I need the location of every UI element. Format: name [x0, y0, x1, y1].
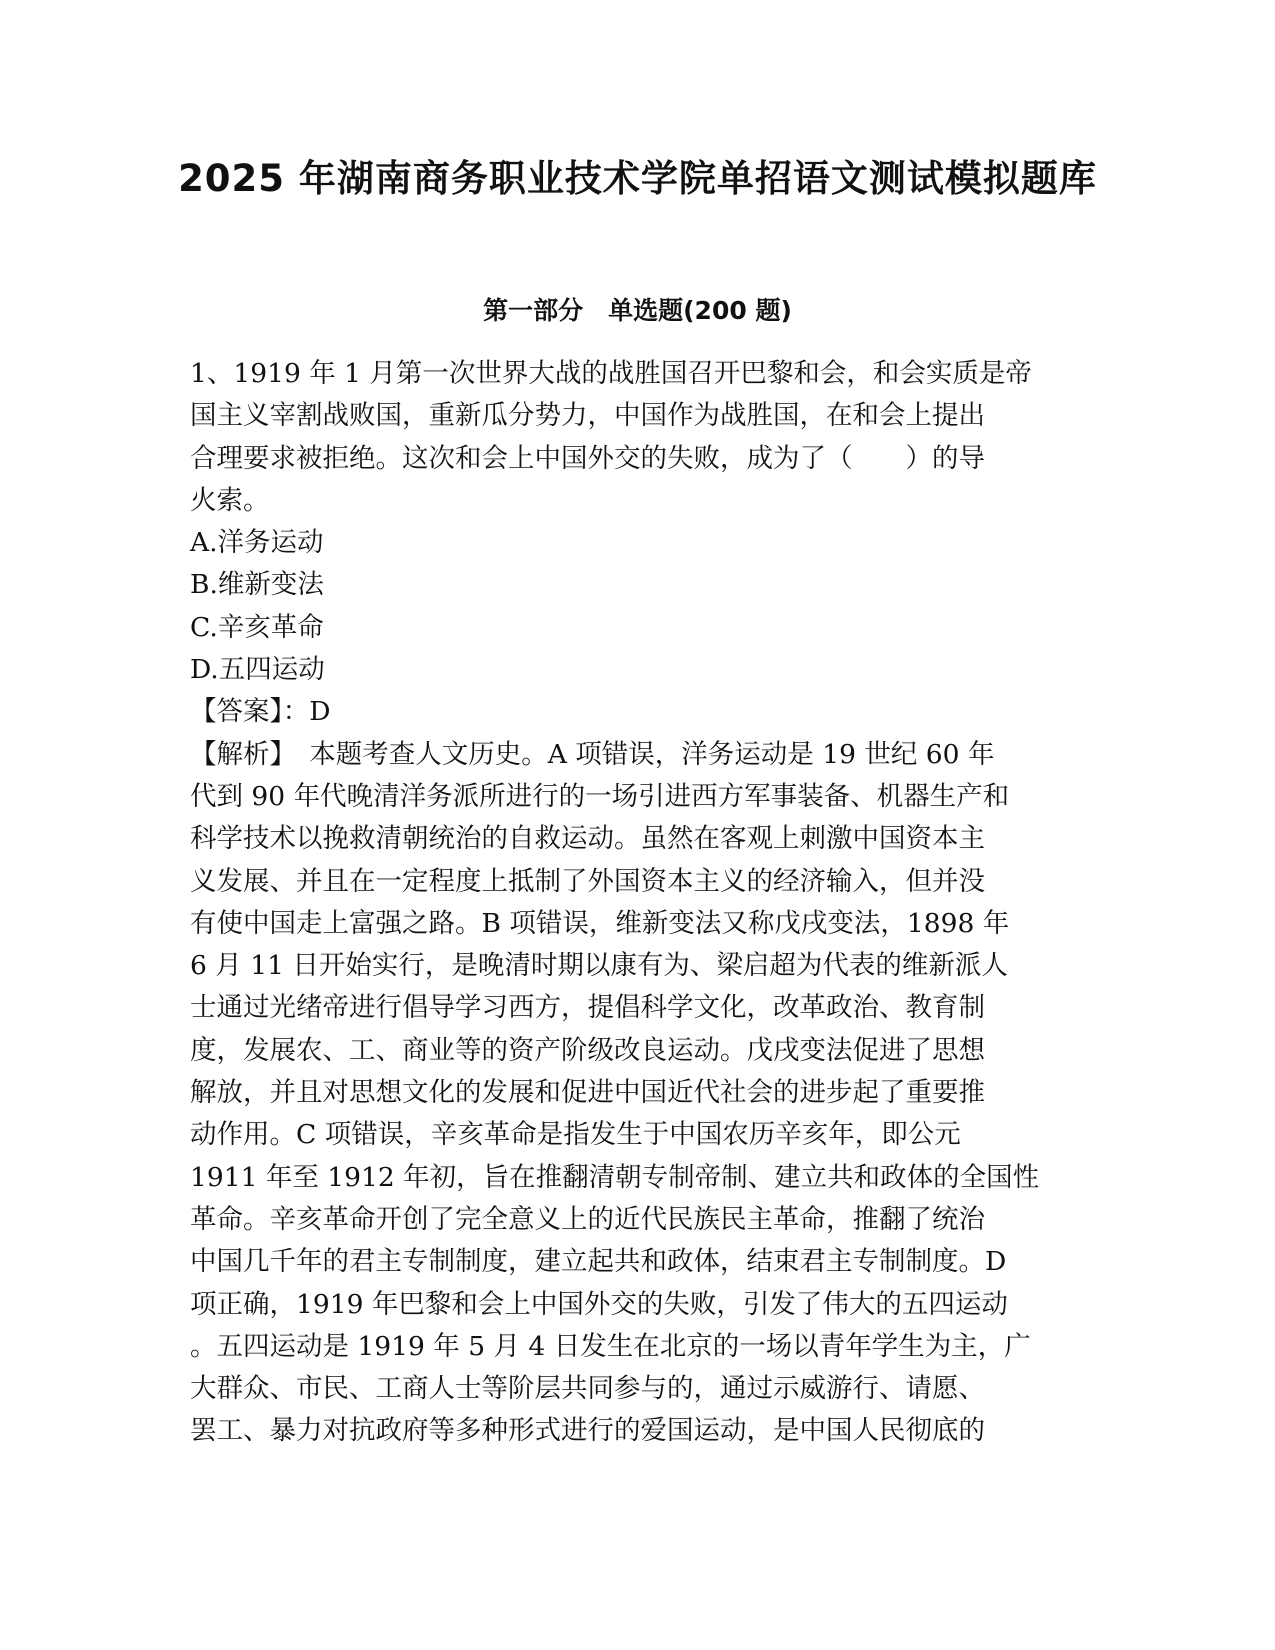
analysis-line: 动作用。C 项错误，辛亥革命是指发生于中国农历辛亥年，即公元 — [190, 1119, 961, 1151]
analysis-line: 义发展、并且在一定程度上抵制了外国资本主义的经济输入，但并没 — [190, 865, 985, 897]
analysis-line: 中国几千年的君主专制制度，建立起共和政体，结束君主专制制度。D — [190, 1246, 1007, 1278]
answer-line: 【答案】：D — [190, 696, 331, 728]
option-d: D.五四运动 — [190, 654, 325, 686]
option-b: B.维新变法 — [190, 569, 324, 601]
analysis-line: 革命。辛亥革命开创了完全意义上的近代民族民主革命，推翻了统治 — [190, 1203, 985, 1235]
analysis-line: 罢工、暴力对抗政府等多种形式进行的爱国运动，是中国人民彻底的 — [190, 1415, 985, 1447]
question-block — [190, 353, 1090, 1453]
question-stem-line: 1、1919 年 1 月第一次世界大战的战胜国召开巴黎和会，和会实质是帝 — [190, 358, 1032, 389]
analysis-line: 1911 年至 1912 年初，旨在推翻清朝专制帝制、建立共和政体的全国性 — [190, 1161, 1040, 1193]
question-stem-line: 国主义宰割战败国，重新瓜分势力，中国作为战胜国，在和会上提出 — [190, 400, 985, 432]
analysis-line: 科学技术以挽救清朝统治的自救运动。虽然在客观上刺激中国资本主 — [190, 823, 985, 855]
question-stem-line: 合理要求被拒绝。这次和会上中国外交的失败，成为了（ ）的导 — [190, 442, 985, 474]
analysis-line: 。五四运动是 1919 年 5 月 4 日发生在北京的一场以青年学生为主，广 — [190, 1330, 1031, 1362]
option-c: C.辛亥革命 — [190, 611, 324, 643]
analysis-text — [190, 734, 1090, 1453]
analysis-line: 度，发展农、工、商业等的资产阶级改良运动。戊戌变法促进了思想 — [190, 1034, 985, 1066]
document-title: 2025 年湖南商务职业技术学院单招语文测试模拟题库 — [178, 157, 1097, 200]
question-stem-line: 火索。 — [190, 484, 270, 516]
analysis-line: 解放，并且对思想文化的发展和促进中国近代社会的进步起了重要推 — [190, 1077, 985, 1109]
analysis-line: 有使中国走上富强之路。B 项错误，维新变法又称戊戌变法，1898 年 — [190, 907, 1010, 939]
analysis-line: 大群众、市民、工商人士等阶层共同参与的，通过示威游行、请愿、 — [190, 1373, 985, 1405]
analysis-line: 士通过光绪帝进行倡导学习西方，提倡科学文化，改革政治、教育制 — [190, 992, 985, 1024]
analysis-line: 6 月 11 日开始实行，是晚清时期以康有为、梁启超为代表的维新派人 — [190, 950, 1008, 982]
question-stem — [190, 353, 1090, 522]
answer-options — [190, 522, 1090, 691]
analysis-line: 代到 90 年代晚清洋务派所进行的一场引进西方军事装备、机器生产和 — [190, 780, 1010, 812]
analysis-line: 【解析】 本题考查人文历史。A 项错误，洋务运动是 19 世纪 60 年 — [190, 738, 995, 770]
analysis-line: 项正确，1919 年巴黎和会上中国外交的失败，引发了伟大的五四运动 — [190, 1288, 1008, 1320]
option-a: A.洋务运动 — [190, 527, 324, 559]
section-heading: 第一部分 单选题(200 题) — [483, 296, 792, 325]
